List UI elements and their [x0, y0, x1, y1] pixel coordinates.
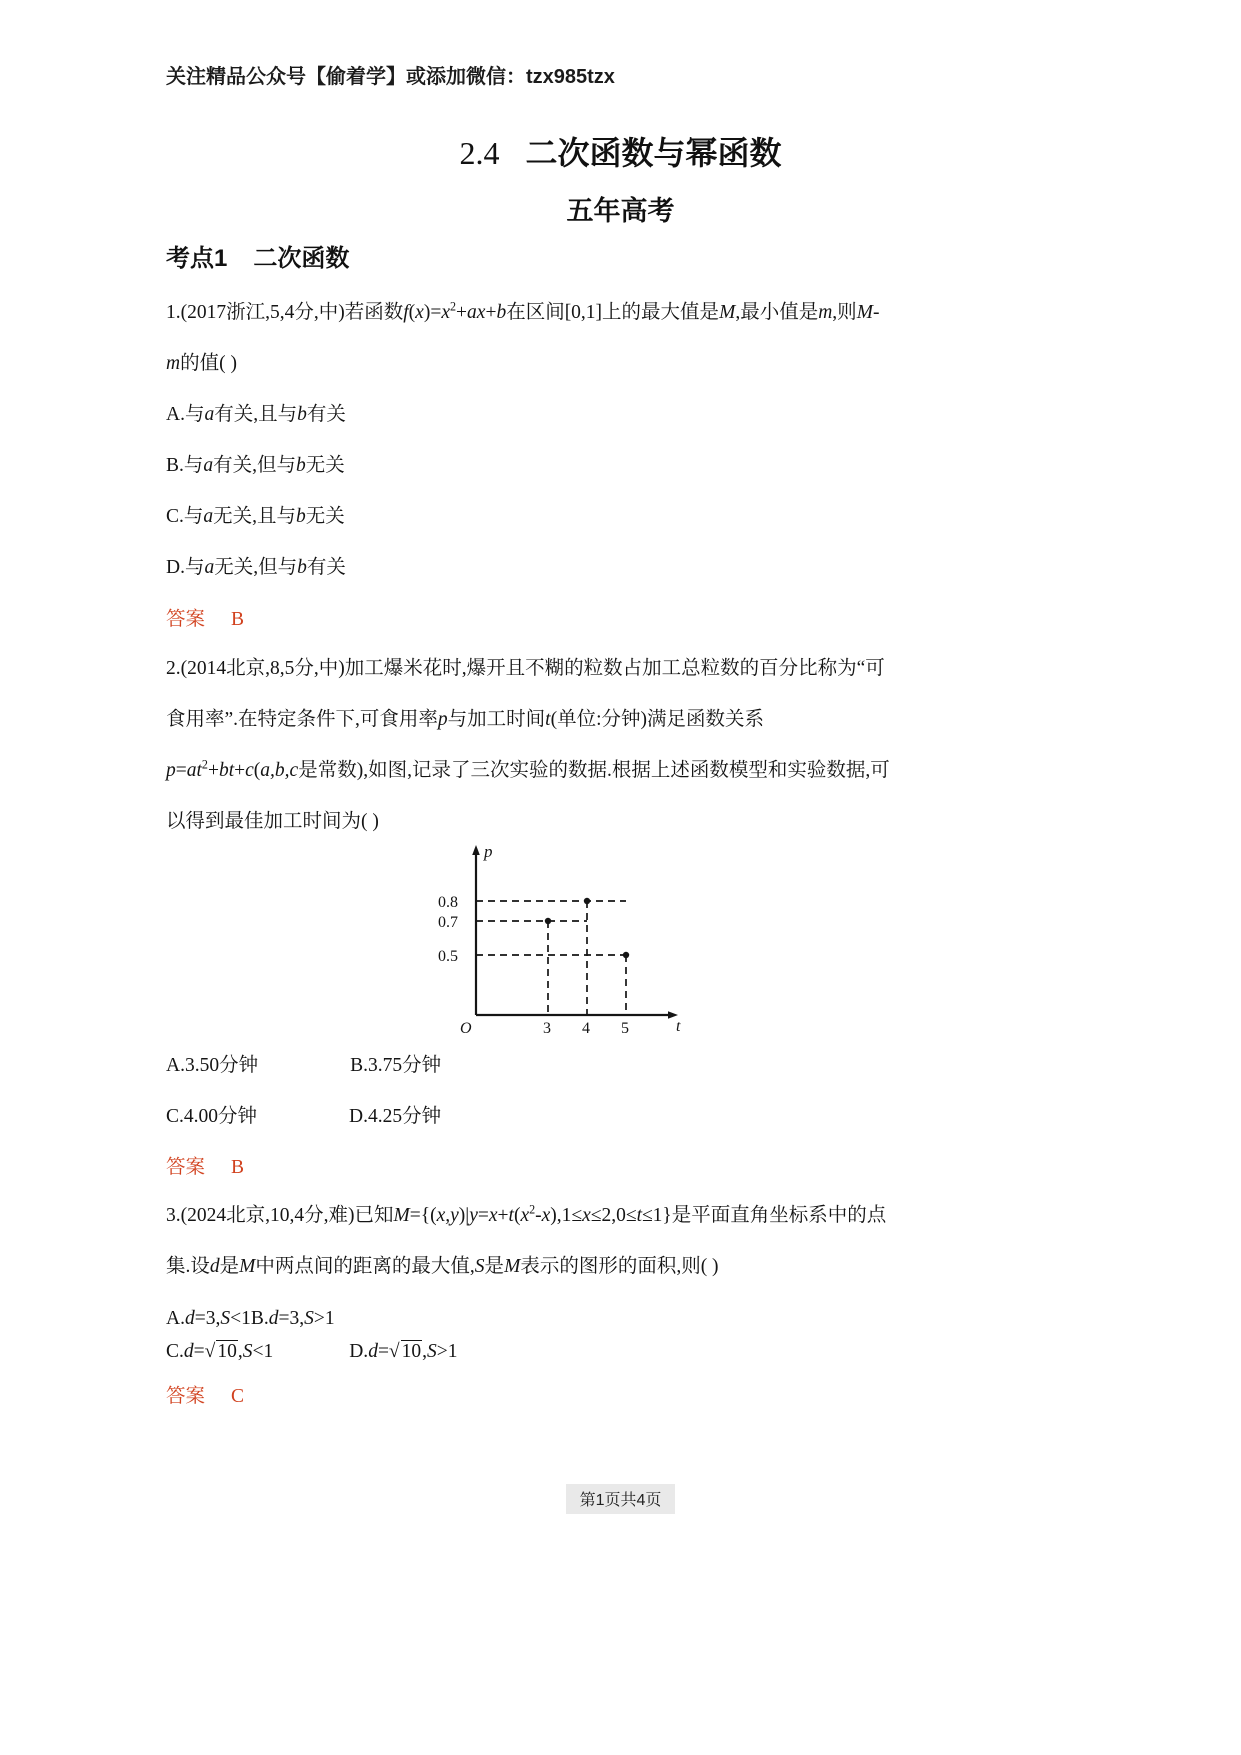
q3-option-a-eq: =3,: [194, 1308, 221, 1329]
q3-var-S: S: [474, 1256, 485, 1277]
q1-option-a[interactable]: [166, 389, 1086, 440]
q3-minus: -: [535, 1205, 542, 1226]
topic-heading: [166, 238, 349, 273]
q3-option-c-comma: ,: [237, 1341, 243, 1362]
q2-answer-label: 答案: [166, 1156, 206, 1178]
q2-stem-text-2c: (单位:分钟)满足函数关系: [550, 709, 764, 730]
question-2: [166, 643, 1086, 847]
q3-var-y: y: [469, 1205, 478, 1226]
q2-option-c-letter: C.: [166, 1106, 184, 1127]
q3-stem-text-2c: 中两点间的距离的最大值,: [255, 1256, 475, 1277]
q1-option-d-letter: D.: [166, 557, 185, 578]
page-title: [0, 128, 1241, 174]
q3-vars-xy: x,y: [436, 1205, 459, 1226]
q2-stem-line-4: [166, 796, 1086, 847]
q3-option-d[interactable]: [349, 1341, 457, 1362]
q2-option-a-letter: A.: [166, 1055, 185, 1076]
q3-option-d-letter: D.: [349, 1341, 369, 1362]
subtitle-label: 五年高考: [566, 196, 675, 226]
x-tick-4: 4: [582, 1020, 590, 1037]
watermark-label: 关注精品公众号【偷着学】或添加微信：tzx985tzx: [166, 66, 615, 88]
q3-var-M2: M: [239, 1256, 256, 1277]
q3-stem-text-2d: 是: [484, 1256, 505, 1277]
q1-option-a-var1: a: [204, 404, 215, 425]
q2-exponent: 2: [201, 757, 208, 772]
q3-stem-line-1: [166, 1190, 1086, 1241]
q1-var-m2: m: [166, 353, 181, 374]
section-title: 二次函数与幂函数: [525, 135, 782, 171]
topic-name: 二次函数: [253, 245, 350, 272]
q3-plus: +: [497, 1205, 509, 1226]
q1-option-d-var2: b: [297, 557, 307, 578]
q1-option-d-var1: a: [204, 557, 215, 578]
y-tick-0.8: 0.8: [438, 894, 458, 911]
q1-stem-line-1: [166, 287, 1086, 338]
q3-var-M3: M: [504, 1256, 521, 1277]
q2-option-row-1: [166, 1040, 1086, 1091]
q3-set-open: ={(: [409, 1205, 437, 1226]
q2-option-b-letter: B.: [350, 1055, 368, 1076]
q3-option-c-S: S: [242, 1341, 253, 1362]
q2-stem-text-2a: 食用率”.在特定条件下,可食用率: [166, 709, 438, 730]
q1-stem-text-e: 的值( ): [180, 353, 237, 374]
q1-var-a: a: [467, 302, 477, 323]
q1-option-b-letter: B.: [166, 455, 184, 476]
q2-option-a-text: 3.50分钟: [184, 1055, 259, 1076]
q3-var-t2: t: [636, 1205, 642, 1226]
q2-option-d[interactable]: [349, 1091, 441, 1142]
x-axis-label: t: [676, 1018, 681, 1035]
q2-stem-text-2b: 与加工时间: [447, 709, 546, 730]
q1-stem-text-d: ,则: [832, 302, 857, 323]
q1-option-b[interactable]: [166, 440, 1086, 491]
q2-stem-text-1: 2.(2014北京,8,5分,中)加工爆米花时,爆开且不糊的粒数占加工总粒数的百分比称为“可: [166, 658, 885, 679]
q3-range-1: ),1≤: [550, 1205, 583, 1226]
q3-option-d-S: S: [427, 1341, 437, 1362]
page-number: 第1页共4页: [566, 1484, 676, 1514]
q2-option-row-2: [166, 1091, 1086, 1142]
q1-stem-line-2: [166, 338, 1086, 389]
q3-stem-text-1a: 3.(2024北京,10,4分,难)已知: [166, 1205, 394, 1226]
q3-stem-text-2e: 表示的图形的面积,则( ): [520, 1256, 719, 1277]
q1-option-c[interactable]: [166, 491, 1086, 542]
q2-var-p: p: [437, 709, 448, 730]
q1-var-M: M: [719, 302, 736, 323]
q3-range-2: ≤2,0≤: [590, 1205, 637, 1226]
q1-option-a-mid: 有关,且与: [214, 404, 298, 425]
q3-option-d-d: d: [368, 1341, 378, 1362]
popcorn-scatter-figure: [430, 843, 700, 1043]
q1-option-a-post: 有关: [306, 404, 346, 425]
q3-option-c-radicand: 10: [217, 1341, 237, 1362]
q3-answer-label: 答案: [166, 1385, 206, 1407]
q3-option-c-letter: C.: [166, 1341, 184, 1362]
data-point-5-0.5: [623, 952, 629, 958]
q3-option-a-letter: A.: [166, 1308, 185, 1329]
q3-var-M: M: [393, 1205, 410, 1226]
q1-var-x2: x: [441, 302, 450, 323]
q3-var-x: x: [488, 1205, 498, 1226]
y-axis-arrow: [472, 845, 480, 855]
q1-var-f: f: [403, 302, 409, 323]
q1-var-b: b: [496, 302, 507, 323]
q3-option-c-eq: =√: [193, 1341, 216, 1362]
q1-var-M2: M: [856, 302, 873, 323]
q2-option-b[interactable]: [350, 1040, 441, 1091]
q3-option-b-letter: B.: [250, 1308, 269, 1329]
y-tick-0.7: 0.7: [438, 914, 458, 931]
q1-option-a-letter: A.: [166, 404, 185, 425]
q2-stem-line-3: [166, 745, 1086, 796]
q1-option-b-post: 无关: [305, 455, 345, 476]
question-1: [166, 287, 1086, 646]
q1-eq: )=: [423, 302, 442, 323]
q2-stem-line-1: [166, 643, 1086, 694]
q1-option-b-var2: b: [296, 455, 306, 476]
q2-answer: [166, 1142, 1086, 1193]
q1-answer-value: B: [231, 609, 245, 630]
q3-option-b-eq: =3,: [278, 1308, 305, 1329]
q3-option-b-rel: >1: [313, 1308, 335, 1329]
q3-option-a-d: d: [184, 1308, 195, 1329]
q3-stem-line-2: [166, 1241, 1086, 1292]
page-subtitle: [0, 189, 1241, 228]
q3-option-c-d: d: [183, 1341, 194, 1362]
q3-var-x2: x: [520, 1205, 530, 1226]
q1-stem-text-a: 1.(2017浙江,5,4分,中)若函数: [166, 302, 404, 323]
q2-stem-text-4: 以得到最佳加工时间为( ): [166, 811, 379, 832]
q1-plus2: +: [485, 302, 497, 323]
q3-eq: =: [477, 1205, 489, 1226]
q3-stem-text-2a: 集.设: [166, 1256, 210, 1277]
q1-var-x3: x: [476, 302, 486, 323]
q1-option-d-pre: 与: [184, 557, 205, 578]
q3-option-d-radicand: 10: [401, 1341, 422, 1362]
q1-stem-text-b: 在区间[0,1]上的最大值是: [506, 302, 720, 323]
q2-var-p2: p: [166, 760, 176, 781]
q3-option-a-S: S: [220, 1308, 231, 1329]
q3-var-t: t: [508, 1205, 514, 1226]
q2-option-d-letter: D.: [349, 1106, 368, 1127]
q3-option-c[interactable]: [166, 1341, 273, 1362]
section-number: 2.4: [459, 135, 500, 171]
q1-var-m: m: [818, 302, 833, 323]
q2-stem-line-2: [166, 694, 1086, 745]
q3-stem-text-1b: ≤1}是平面直角坐标系中的点: [641, 1205, 887, 1226]
q3-var-x4: x: [582, 1205, 591, 1226]
q2-option-c[interactable]: [166, 1106, 257, 1127]
q3-var-x3: x: [541, 1205, 551, 1226]
q1-option-c-var2: b: [296, 506, 306, 527]
q1-option-c-post: 无关: [305, 506, 345, 527]
q1-answer-label: 答案: [166, 608, 206, 630]
data-point-4-0.8: [584, 898, 590, 904]
y-tick-0.5: 0.5: [438, 948, 458, 965]
q2-plus2: +: [234, 760, 246, 781]
q3-option-d-eq: =√: [377, 1341, 400, 1362]
q1-option-d-mid: 无关,但与: [214, 557, 298, 578]
q1-option-c-mid: 无关,且与: [213, 506, 297, 527]
data-point-3-0.7: [545, 918, 551, 924]
q2-option-b-text: 3.75分钟: [368, 1055, 442, 1076]
q3-option-b-d: d: [268, 1308, 279, 1329]
q2-answer-value: B: [231, 1157, 245, 1178]
q1-var-x: x: [415, 302, 424, 323]
q3-option-row-1: [166, 1302, 1086, 1335]
q1-option-d-post: 有关: [306, 557, 346, 578]
q1-option-b-pre: 与: [183, 455, 204, 476]
q2-stem-text-3: 是常数),如图,记录了三次实验的数据.根据上述函数模型和实验数据,可: [298, 760, 890, 781]
q1-option-c-letter: C.: [166, 506, 184, 527]
q1-paren-open: (: [408, 302, 416, 323]
q1-plus1: +: [456, 302, 468, 323]
origin-label: O: [460, 1020, 472, 1037]
q2-term-at: at: [186, 760, 202, 781]
q3-bar: )|: [458, 1205, 470, 1226]
q1-option-c-pre: 与: [183, 506, 204, 527]
q3-option-d-comma: ,: [422, 1341, 428, 1362]
watermark-text: [166, 60, 615, 89]
q1-option-c-var1: a: [203, 506, 214, 527]
q3-exponent: 2: [529, 1202, 536, 1217]
q1-option-b-mid: 有关,但与: [213, 455, 297, 476]
q2-option-c-text: 4.00分钟: [183, 1106, 258, 1127]
q2-term-c: c: [245, 760, 254, 781]
y-axis-label: p: [484, 843, 493, 861]
q2-eq: =: [175, 760, 187, 781]
q1-answer: [166, 593, 1086, 646]
topic-label: 考点1: [166, 245, 228, 272]
q2-plus1: +: [207, 760, 219, 781]
q3-answer-value: C: [231, 1386, 245, 1407]
q1-option-a-pre: 与: [184, 404, 205, 425]
q2-var-t: t: [545, 709, 551, 730]
q2-paren: (: [253, 760, 261, 781]
q3-option-c-rel: <1: [252, 1341, 274, 1362]
q2-vars-abc: a,b,c: [260, 760, 299, 781]
q2-term-bt: bt: [218, 760, 235, 781]
q1-option-d[interactable]: [166, 542, 1086, 593]
q1-stem-text-c: ,最小值是: [735, 302, 819, 323]
q1-option-a-var2: b: [297, 404, 307, 425]
q3-option-b[interactable]: [251, 1308, 335, 1329]
q3-stem-text-2b: 是: [219, 1256, 240, 1277]
page-footer: [0, 1484, 1241, 1514]
q3-option-b-S: S: [304, 1308, 314, 1329]
q2-option-d-text: 4.25分钟: [368, 1106, 442, 1127]
q3-answer: [166, 1380, 1086, 1413]
q1-minus: -: [872, 302, 880, 323]
chart-svg: [430, 843, 700, 1043]
q3-option-d-rel: >1: [436, 1341, 458, 1362]
q2-option-a[interactable]: [166, 1055, 258, 1076]
x-tick-3: 3: [543, 1020, 551, 1037]
q3-paren-open: (: [513, 1205, 521, 1226]
x-tick-5: 5: [621, 1020, 629, 1037]
q3-var-d: d: [209, 1256, 220, 1277]
q1-option-b-var1: a: [203, 455, 214, 476]
question-3: [166, 1190, 1086, 1413]
question-2-options: [166, 1040, 1086, 1193]
q3-option-a-rel: <1: [230, 1308, 251, 1329]
q3-option-a[interactable]: [166, 1308, 251, 1329]
q3-option-row-2: [166, 1335, 1086, 1368]
q1-exponent: 2: [449, 299, 457, 314]
